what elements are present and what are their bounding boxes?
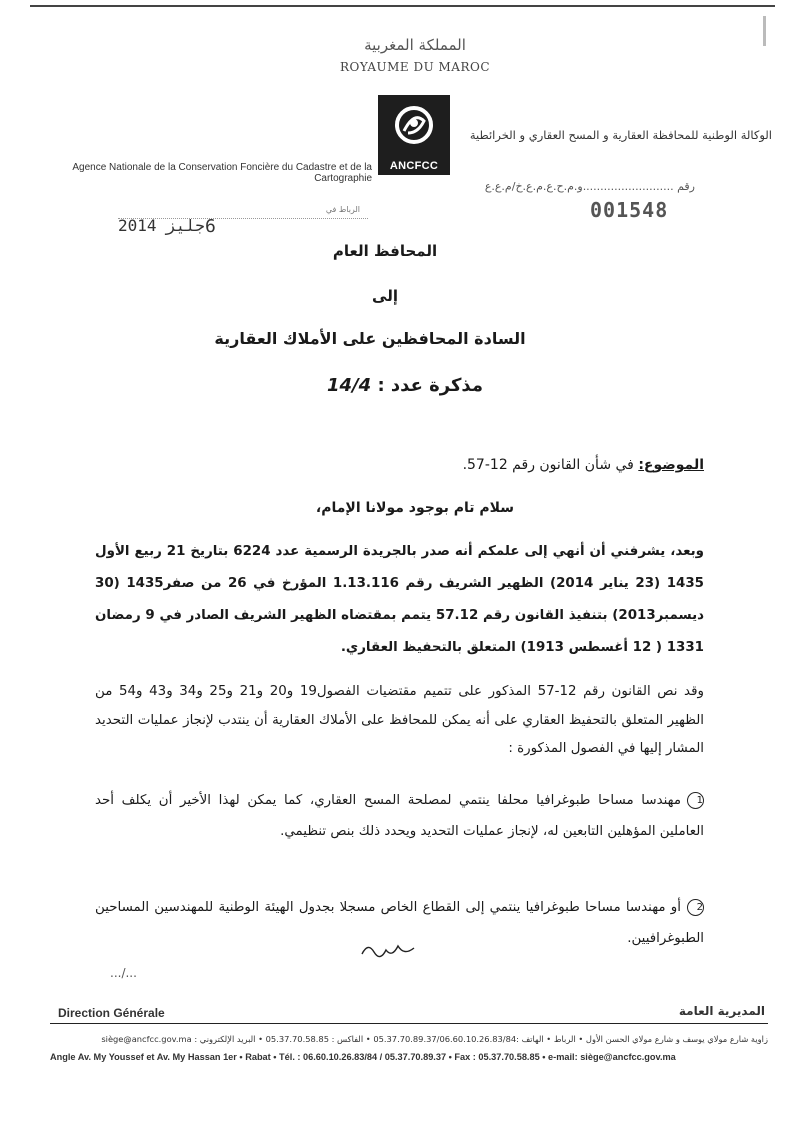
- logo-text: ANCFCC: [389, 160, 439, 172]
- scan-mark: [763, 16, 766, 46]
- date-stamp: 2014 جليز: [118, 216, 205, 235]
- subject-label: الموضوع:: [638, 457, 704, 473]
- date-day: 6: [205, 216, 216, 237]
- to-label: إلى: [372, 287, 398, 305]
- list-item-1: [95, 785, 704, 847]
- subject-line: [380, 457, 704, 473]
- date-label: الرباط في: [325, 205, 360, 214]
- reference-number-stamp: 001548: [590, 198, 669, 222]
- footer-address-french: Angle Av. My Youssef et Av. My Hassan 1er • Rabat • Tél. : 06.60.10.26.83/84 / 05.37.70.89.37 • Fax : 05.37.70.58.85 • e-mail: siège@ancfcc.gov.ma: [50, 1052, 676, 1062]
- sender-title: المحافظ العام: [332, 242, 438, 260]
- handwritten-initials: [358, 938, 418, 962]
- direction-generale-arabic: المديرية العامة: [678, 1004, 765, 1018]
- paragraph-2: وقد نص القانون رقم 12-57 المذكور على تتميم مقتضيات الفصول19 و20 و21 و25 و34 و43 و54 من الظهير المتعلق بالتحفيظ العقاري على أنه يمكن للمحافظ على الأملاك العقارية أن ينتدب لإنجاز عمليات التحديد المشار إليها في الفصول المذكورة :: [95, 684, 704, 756]
- footer-address-arabic: زاوية شارع مولاي يوسف و شارع مولاي الحسن الأول • الرباط • الهاتف :05.37.70.89.37/06.60.10.26.83/84 • الفاكس : 05.37.70.58.85 • البريد الإلكتروني : siège@ancfcc.gov.ma: [101, 1034, 768, 1044]
- footer-rule: [50, 1023, 768, 1024]
- kingdom-name-french: ROYAUME DU MAROC: [339, 60, 491, 74]
- recipients: السادة المحافظين على الأملاك العقارية: [214, 329, 526, 348]
- continuation-mark: .../...: [110, 966, 137, 980]
- item-2-marker: 2: [687, 899, 704, 916]
- item-1-marker: 1: [687, 792, 704, 809]
- item-1-text: مهندسا مساحا طبوغرافيا محلفا ينتمي لمصلحة المسح العقاري، كما يمكن لهذا الأخير أن يكلف أحد العاملين المؤهلين التابعين له، لإنجاز عمليات التحديد ويحدد ذلك بنص تنظيمي.: [95, 793, 704, 839]
- logo-emblem-icon: [392, 103, 436, 147]
- memo-number: 14/4: [327, 375, 372, 396]
- memo-heading: [290, 375, 520, 396]
- agency-name-french: Agence Nationale de la Conservation Foncière du Cadastre et de la Cartographie: [72, 162, 372, 184]
- agency-name-arabic: الوكالة الوطنية للمحافظة العقارية و المسح العقاري و الخرائطية: [469, 128, 772, 142]
- subject-text: في شأن القانون رقم 12-57.: [462, 457, 634, 473]
- item-2-text: أو مهندسا مساحا طبوغرافيا ينتمي إلى القطاع الخاص مسجلا بجدول الهيئة الوطنية للمهندسين المساحين الطبوغرافيين.: [95, 900, 704, 946]
- ancfcc-logo: [378, 95, 450, 175]
- reference-line: رقم ..........................و.م.ح.ع.م.ع.خ/م.ع.ع: [484, 180, 695, 193]
- paragraph-1: وبعد، يشرفني أن أنهي إلى علمكم أنه صدر بالجريدة الرسمية عدد 6224 بتاريخ 21 ربيع الأول 1435 (23 يناير 2014) الظهير الشريف رقم 1.13.116 المؤرخ في 26 من صفر1435 (30 ديسمبر2013) بتنفيذ القانون رقم 57.12 يتمم بمقتضاه الظهير الشريف الصادر في 9 رمضان 1331 ( 12 أغسطس 1913) المتعلق بالتحفيظ العقاري.: [95, 544, 704, 655]
- top-border-line: [30, 5, 775, 7]
- direction-generale-french: Direction Générale: [58, 1006, 165, 1020]
- memo-label: مذكرة عدد :: [377, 375, 483, 396]
- salutation: سلام تام بوجود مولانا الإمام،: [315, 500, 515, 516]
- kingdom-name-arabic: المملكة المغربية: [364, 36, 466, 54]
